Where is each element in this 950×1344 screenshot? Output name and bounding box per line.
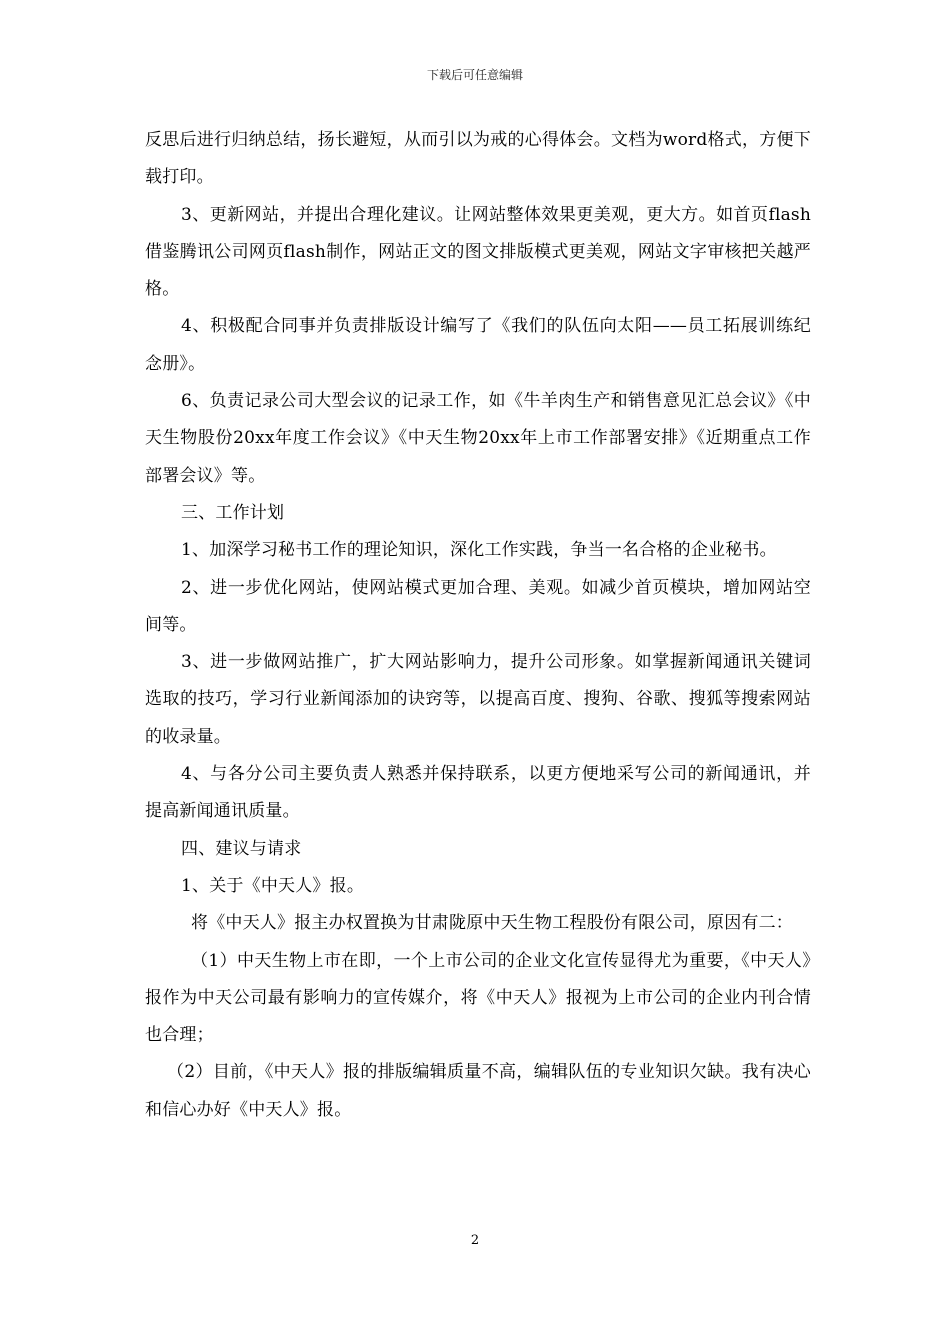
paragraph-training-album: 4、积极配合同事并负责排版设计编写了《我们的队伍向太阳——员工拓展训练纪念册》。: [145, 316, 811, 374]
paragraph-plan-1: 1、加深学习秘书工作的理论知识，深化工作实践，争当一名合格的企业秘书。: [181, 540, 777, 561]
paragraph-plan-2: 2、进一步优化网站，使网站模式更加合理、美观。如减少首页模块，增加网站空间等。: [145, 577, 811, 635]
document-body: [145, 122, 811, 1129]
paragraph-plan-3: 3、进一步做网站推广，扩大网站影响力，提升公司形象。如掌握新闻通讯关键词选取的技巧，学习行业新闻添加的诀窍等，以提高百度、搜狗、谷歌、搜狐等搜索网站的收录量。: [145, 652, 811, 747]
paragraph-suggestion-1: 1、关于《中天人》报。: [181, 875, 365, 896]
paragraph-reason-1: （1）中天生物上市在即，一个上市公司的企业文化宣传显得尤为重要，《中天人》报作为中天公司最有影响力的宣传媒介，将《中天人》报视为上市公司的企业内刊合情也合理；: [145, 950, 811, 1046]
paragraph-continuation: 反思后进行归纳总结，扬长避短，从而引以为戒的心得体会。文档为word格式，方便下载打印。: [145, 130, 811, 188]
paragraph-reason-2: （2）目前，《中天人》报的排版编辑质量不高，编辑队伍的专业知识欠缺。我有决心和信心办好《中天人》报。: [145, 1062, 811, 1120]
paragraph-reasons-intro: 将《中天人》报主办权置换为甘肃陇原中天生物工程股份有限公司，原因有二：: [191, 913, 793, 934]
page-number: 2: [470, 1233, 480, 1248]
paragraph-meeting-records: 6、负责记录公司大型会议的记录工作，如《牛羊肉生产和销售意见汇总会议》《中天生物股份20xx年度工作会议》《中天生物20xx年上市工作部署安排》《近期重点工作部署会议》等。: [145, 391, 811, 486]
paragraph-website-update: 3、更新网站，并提出合理化建议。让网站整体效果更美观，更大方。如首页flash借鉴腾讯公司网页flash制作，网站正文的图文排版模式更美观，网站文字审核把关越严格。: [145, 204, 811, 300]
page-header: 下载后可任意编辑: [426, 68, 523, 82]
section-heading-work-plan: 三、工作计划: [181, 502, 285, 523]
paragraph-plan-4: 4、与各分公司主要负责人熟悉并保持联系，以更方便地采写公司的新闻通讯，并提高新闻通讯质量。: [145, 764, 811, 822]
section-heading-suggestions: 四、建议与请求: [181, 838, 302, 859]
